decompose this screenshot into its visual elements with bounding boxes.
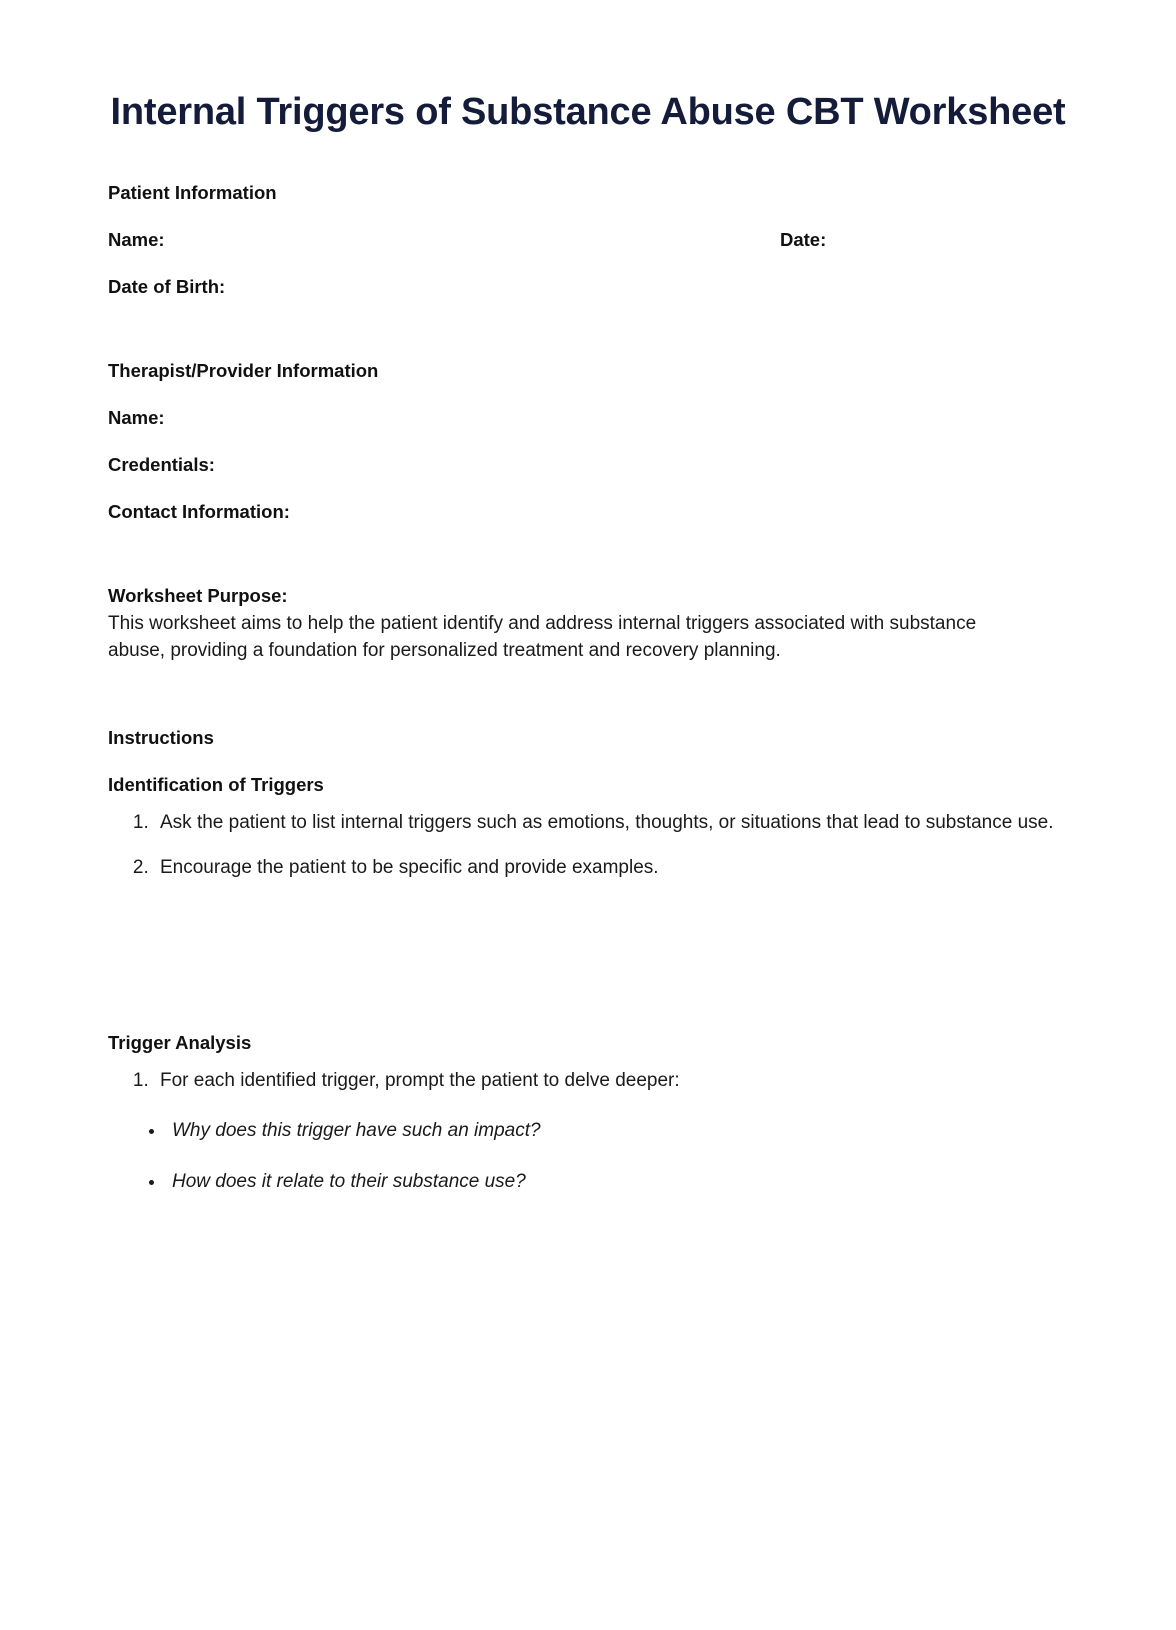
patient-date-label: Date: [780,228,827,250]
spacer [108,523,1068,585]
list-item: 1. For each identified trigger, prompt the patient to delve deeper: [154,1068,1060,1095]
spacer [108,476,1068,501]
list-item: 1. Ask the patient to list internal triggers such as emotions, thoughts, or situations that lead to substance use. [154,810,1060,837]
trigger-analysis-subquestions [108,1118,1068,1196]
list-item: • Why does this trigger have such an impact? [166,1118,1068,1145]
instructions-heading: Instructions [108,726,214,748]
worksheet-purpose-heading: Worksheet Purpose: [108,584,288,606]
patient-name-cell [108,229,780,251]
therapist-credentials-label: Credentials: [108,453,215,475]
trigger-analysis-list [108,1068,1068,1095]
patient-date-cell [780,229,826,251]
identification-of-triggers-heading: Identification of Triggers [108,773,324,795]
patient-name-label: Name: [108,228,165,250]
spacer [108,382,1068,407]
patient-name-date-row [108,229,1068,251]
therapist-contact-label: Contact Information: [108,500,290,522]
spacer [108,992,1068,1032]
list-item: 2. Encourage the patient to be specific and provide examples. [154,855,1060,882]
therapist-information-section [108,360,1068,523]
therapist-name-label: Name: [108,406,165,428]
worksheet-purpose-text: This worksheet aims to help the patient identify and address internal triggers associated with substance abuse, providing a foundation for personalized treatment and recovery planning. [108,612,977,661]
spacer [108,749,1068,774]
trigger-analysis-sub-list [120,1118,1068,1196]
spacer [108,665,1068,727]
spacer [108,429,1068,454]
identification-of-triggers-list [108,810,1068,882]
spacer [108,298,1068,360]
patient-information-heading: Patient Information [108,181,277,203]
page-title: Internal Triggers of Substance Abuse CBT Worksheet [110,91,1066,133]
therapist-information-heading: Therapist/Provider Information [108,359,379,381]
patient-date-of-birth-label: Date of Birth: [108,275,226,297]
trigger-analysis-heading: Trigger Analysis [108,1031,252,1053]
response-area-identification[interactable] [108,882,1068,992]
spacer [108,251,1068,276]
trigger-analysis-section [108,1032,1068,1197]
list-item: • How does it relate to their substance use? [166,1169,1068,1196]
worksheet-purpose-section [108,585,1068,665]
spacer [108,204,1068,229]
instructions-section [108,727,1068,882]
patient-information-section [108,182,1068,298]
